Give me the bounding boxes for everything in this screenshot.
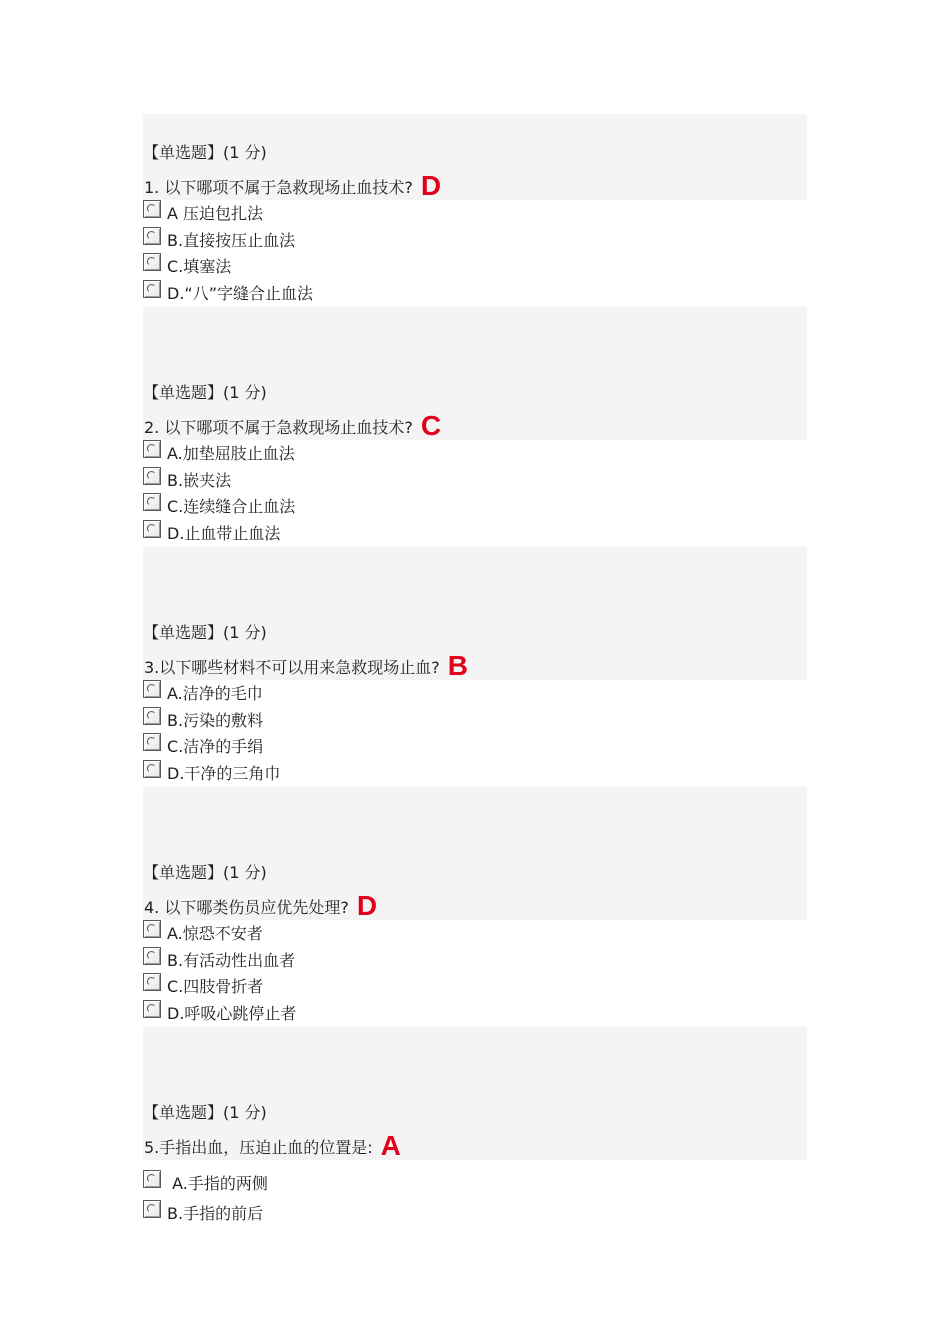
option-label: D.呼吸心跳停止者 — [167, 1004, 297, 1024]
option-b[interactable] — [143, 227, 807, 254]
question-4 — [143, 787, 807, 1027]
option-label: C.四肢骨折者 — [167, 977, 264, 997]
option-c[interactable] — [143, 733, 807, 760]
option-label: C.填塞法 — [167, 257, 232, 277]
radio-button-icon[interactable] — [143, 707, 161, 725]
radio-button-icon[interactable] — [143, 1000, 161, 1018]
option-label: A 压迫包扎法 — [167, 204, 264, 223]
option-label: D.干净的三角巾 — [167, 764, 281, 784]
answer-mark: B — [447, 650, 468, 681]
option-a[interactable] — [143, 680, 807, 707]
radio-button-icon[interactable] — [143, 493, 161, 511]
question-5 — [143, 1027, 807, 1230]
option-label: D.“八”字缝合止血法 — [167, 284, 313, 304]
option-c[interactable] — [143, 253, 807, 280]
option-a[interactable] — [143, 920, 807, 947]
option-c[interactable] — [143, 973, 807, 1000]
question-header — [143, 547, 807, 680]
question-text — [144, 170, 442, 201]
question-type-label: 【单选题】(1 分) — [143, 623, 267, 642]
question-header — [143, 1027, 807, 1160]
question-header — [143, 787, 807, 920]
radio-button-icon[interactable] — [143, 440, 161, 458]
question-stem: 2. 以下哪项不属于急救现场止血技术? — [144, 418, 413, 437]
radio-button-icon[interactable] — [143, 947, 161, 965]
option-b[interactable] — [143, 707, 807, 734]
question-text — [144, 1130, 401, 1161]
option-b[interactable] — [143, 947, 807, 974]
radio-button-icon[interactable] — [143, 227, 161, 245]
question-stem: 5.手指出血，压迫止血的位置是: — [144, 1138, 373, 1157]
option-list — [143, 1160, 807, 1230]
radio-button-icon[interactable] — [143, 520, 161, 538]
option-b[interactable] — [143, 467, 807, 494]
question-type-label: 【单选题】(1 分) — [143, 863, 267, 882]
option-label: A.洁净的毛巾 — [167, 684, 263, 703]
option-list — [143, 440, 807, 547]
option-d[interactable] — [143, 280, 807, 307]
option-label: C.洁净的手绢 — [167, 737, 264, 757]
radio-button-icon[interactable] — [143, 200, 161, 218]
option-a[interactable] — [143, 200, 807, 227]
answer-mark: D — [420, 170, 442, 201]
option-d[interactable] — [143, 1000, 807, 1027]
option-label: A.加垫屈肢止血法 — [167, 444, 295, 463]
question-header — [143, 114, 807, 200]
question-stem: 1. 以下哪项不属于急救现场止血技术? — [144, 178, 413, 197]
question-header — [143, 307, 807, 440]
option-label: D.止血带止血法 — [167, 524, 281, 544]
option-list — [143, 200, 807, 307]
radio-button-icon[interactable] — [143, 1170, 161, 1188]
answer-mark: D — [356, 890, 378, 921]
radio-button-icon[interactable] — [143, 973, 161, 991]
option-list — [143, 680, 807, 787]
radio-button-icon[interactable] — [143, 1200, 161, 1218]
question-stem: 4. 以下哪类伤员应优先处理? — [144, 898, 349, 917]
answer-mark: C — [420, 410, 442, 441]
option-d[interactable] — [143, 760, 807, 787]
option-label: C.连续缝合止血法 — [167, 497, 296, 517]
radio-button-icon[interactable] — [143, 680, 161, 698]
option-b[interactable] — [143, 1200, 807, 1230]
question-type-label: 【单选题】(1 分) — [143, 383, 267, 402]
option-a[interactable] — [143, 440, 807, 467]
radio-button-icon[interactable] — [143, 467, 161, 485]
option-label: B.嵌夹法 — [167, 470, 232, 490]
radio-button-icon[interactable] — [143, 253, 161, 271]
option-label: B.直接按压止血法 — [167, 230, 296, 250]
question-3 — [143, 547, 807, 787]
question-text — [144, 410, 442, 441]
option-c[interactable] — [143, 493, 807, 520]
question-stem: 3.以下哪些材料不可以用来急救现场止血? — [144, 658, 440, 677]
radio-button-icon[interactable] — [143, 760, 161, 778]
option-label: B.手指的前后 — [167, 1204, 264, 1223]
question-1 — [143, 114, 807, 307]
question-text — [144, 650, 468, 681]
radio-button-icon[interactable] — [143, 280, 161, 298]
radio-button-icon[interactable] — [143, 733, 161, 751]
question-type-label: 【单选题】(1 分) — [143, 143, 267, 162]
option-label: A.手指的两侧 — [167, 1174, 268, 1193]
option-label: A.惊恐不安者 — [167, 924, 263, 943]
question-type-label: 【单选题】(1 分) — [143, 1103, 267, 1122]
option-label: B.有活动性出血者 — [167, 950, 296, 970]
question-text — [144, 890, 378, 921]
option-label: B.污染的敷料 — [167, 710, 264, 730]
question-2 — [143, 307, 807, 547]
option-a[interactable] — [143, 1170, 807, 1200]
answer-mark: A — [380, 1130, 401, 1161]
option-list — [143, 920, 807, 1027]
radio-button-icon[interactable] — [143, 920, 161, 938]
option-d[interactable] — [143, 520, 807, 547]
